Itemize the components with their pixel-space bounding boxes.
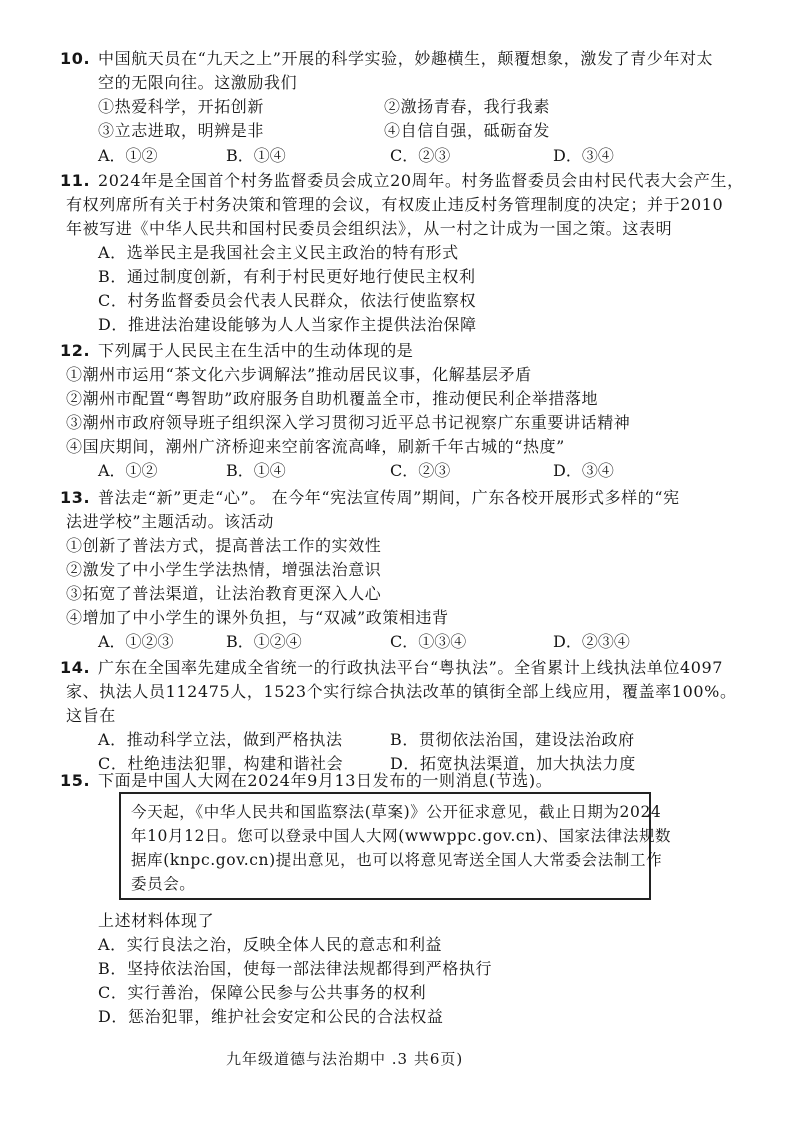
excerpt-line: 今天起，《中华人民共和国监察法(草案)》公开征求意见，截止日期为2024 bbox=[131, 803, 662, 821]
answer-option: C．②③ bbox=[390, 461, 451, 480]
statement-item: ③潮州市政府领导班子组织深入学习贯彻习近平总书记视察广东重要讲话精神 bbox=[66, 413, 631, 432]
answer-option: A．推动科学立法，做到严格执法 bbox=[98, 730, 343, 749]
answer-option: B．①④ bbox=[226, 146, 286, 165]
question-number: 10. bbox=[60, 49, 91, 68]
excerpt-line: 委员会。 bbox=[131, 875, 196, 893]
answer-option: B．坚持依法治国，使每一部法律法规都得到严格执行 bbox=[98, 959, 493, 978]
question-stem-line: 年被写进《中华人民共和国村民委员会组织法》，从一村之计成为一国之策。这表明 bbox=[66, 219, 673, 238]
question-stem-line: 下列属于人民民主在生活中的生动体现的是 bbox=[98, 341, 414, 360]
answer-option: B．贯彻依法治国，建设法治政府 bbox=[390, 730, 635, 749]
statement-item: ④自信自强，砥砺奋发 bbox=[384, 121, 551, 140]
answer-option: C．②③ bbox=[390, 146, 451, 165]
question-stem-line: 普法走“新”更走“心”。 在今年“宪法宣传周”期间，广东各校开展形式多样的“宪 bbox=[98, 488, 680, 507]
answer-option: A．①② bbox=[98, 461, 158, 480]
answer-option: D．③④ bbox=[553, 146, 614, 165]
page-footer: 九年级道德与法治期中 .3 共6页) bbox=[226, 1050, 464, 1068]
answer-option: D．拓宽执法渠道，加大执法力度 bbox=[390, 754, 636, 773]
statement-item: ②潮州市配置“粤智助”政府服务自助机覆盖全市，推动便民利企举措落地 bbox=[66, 389, 599, 408]
answer-option: A．①②③ bbox=[98, 632, 174, 651]
question-stem-line: 2024年是全国首个村务监督委员会成立20周年。村务监督委员会由村民代表大会产生， bbox=[98, 171, 744, 190]
question-stem-line: 这旨在 bbox=[66, 706, 116, 725]
answer-option: B．通过制度创新，有利于村民更好地行使民主权利 bbox=[98, 267, 476, 286]
question-number: 11. bbox=[60, 171, 91, 190]
question-stem-line: 下面是中国人大网在2024年9月13日发布的一则消息(节选)。 bbox=[98, 771, 553, 790]
question-stem-line: 有权列席所有关于村务决策和管理的会议，有权废止违反村务管理制度的决定；并于2010 bbox=[66, 195, 724, 214]
question-number: 15. bbox=[60, 771, 91, 790]
answer-option: A．①② bbox=[98, 146, 158, 165]
statement-item: ③立志进取，明辨是非 bbox=[98, 121, 265, 140]
statement-item: ①潮州市运用“茶文化六步调解法”推动居民议事，化解基层矛盾 bbox=[66, 365, 532, 384]
question-stem-line: 法进学校”主题活动。该活动 bbox=[66, 512, 274, 531]
question-number: 12. bbox=[60, 341, 91, 360]
answer-option: D．推进法治建设能够为人人当家作主提供法治保障 bbox=[98, 315, 477, 334]
answer-option: C．①③④ bbox=[390, 632, 467, 651]
excerpt-line: 据库(knpc.gov.cn)提出意见，也可以将意见寄送全国人大常委会法制工作 bbox=[131, 851, 663, 869]
answer-option: B．①②④ bbox=[226, 632, 302, 651]
answer-option: A．实行良法之治，反映全体人民的意志和利益 bbox=[98, 935, 443, 954]
statement-item: ①热爱科学，开拓创新 bbox=[98, 97, 265, 116]
statement-item: ①创新了普法方式，提高普法工作的实效性 bbox=[66, 536, 382, 555]
question-stem-line: 中国航天员在“九天之上”开展的科学实验，妙趣横生，颠覆想象，激发了青少年对太 bbox=[98, 49, 714, 68]
statement-item: ④增加了中小学生的课外负担，与“双减”政策相违背 bbox=[66, 608, 449, 627]
statement-item: ②激扬青春，我行我素 bbox=[384, 97, 551, 116]
statement-item: ④国庆期间，潮州广济桥迎来空前客流高峰，刷新千年古城的“热度” bbox=[66, 437, 565, 456]
question-number: 13. bbox=[60, 488, 91, 507]
answer-option: D．③④ bbox=[553, 461, 614, 480]
answer-option: D．惩治犯罪，维护社会安定和公民的合法权益 bbox=[98, 1007, 444, 1026]
answer-option: C．实行善治，保障公民参与公共事务的权利 bbox=[98, 983, 427, 1002]
answer-option: B．①④ bbox=[226, 461, 286, 480]
question-stem-line: 家、执法人员112475人，1523个实行综合执法改革的镇街全部上线应用，覆盖率100%。 bbox=[66, 682, 737, 701]
question-stem-line: 广东在全国率先建成全省统一的行政执法平台“粤执法”。全省累计上线执法单位4097 bbox=[98, 658, 724, 677]
question-stem-line: 空的无限向往。这激励我们 bbox=[98, 73, 298, 92]
excerpt-line: 年10月12日。您可以登录中国人大网(wwwppc.gov.cn)、国家法律法规数 bbox=[131, 827, 672, 845]
statement-item: ③拓宽了普法渠道，让法治教育更深入人心 bbox=[66, 584, 382, 603]
question-stem-line: 上述材料体现了 bbox=[98, 911, 215, 930]
question-number: 14. bbox=[60, 658, 91, 677]
answer-option: D．②③④ bbox=[553, 632, 630, 651]
answer-option: C．杜绝违法犯罪，构建和谐社会 bbox=[98, 754, 344, 773]
answer-option: A．选举民主是我国社会主义民主政治的特有形式 bbox=[98, 243, 459, 262]
statement-item: ②激发了中小学生学法热情，增强法治意识 bbox=[66, 560, 382, 579]
answer-option: C．村务监督委员会代表人民群众，依法行使监察权 bbox=[98, 291, 477, 310]
